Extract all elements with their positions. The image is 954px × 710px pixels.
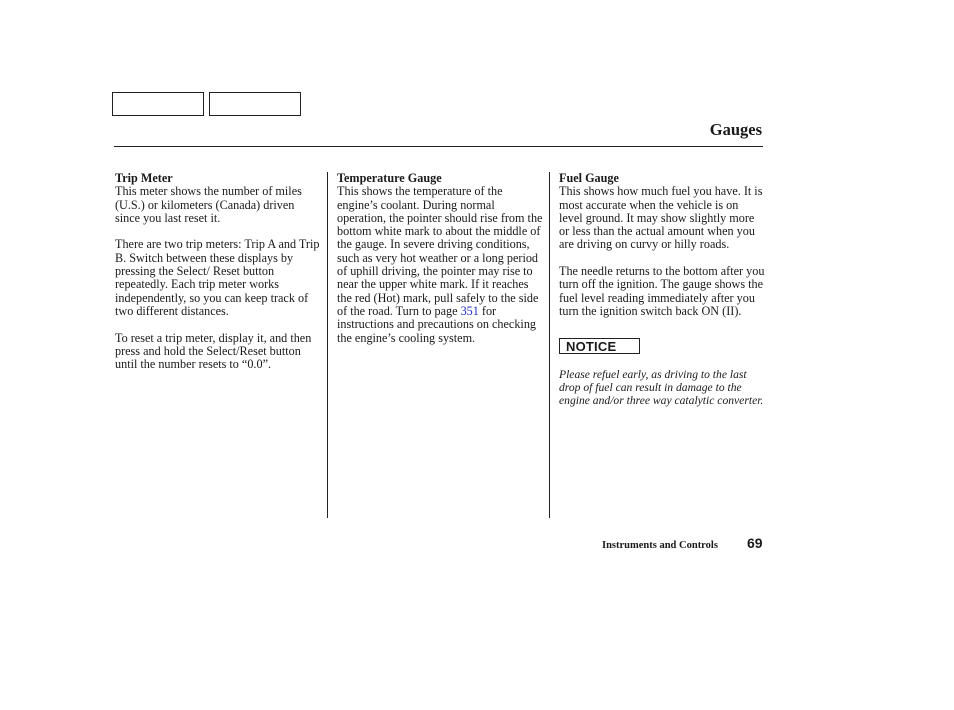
nav-button-1[interactable] [112, 92, 204, 116]
column-fuel-gauge [559, 172, 765, 408]
nav-button-2[interactable] [209, 92, 301, 116]
heading-fuel-gauge: Fuel Gauge [559, 171, 619, 185]
column-divider-2 [549, 172, 550, 518]
notice-text: Please refuel early, as driving to the last drop of fuel can result in damage to the engine and/or three way catalytic converter. [559, 367, 764, 408]
column-temperature-gauge [337, 172, 544, 358]
temperature-text-before-link: This shows the temperature of the engine’s coolant. During normal operation, the pointer should rise from the bottom white mark to about the middle of the gauge. In severe driving conditions, such as very hot weather or a long period of uphill driving, the pointer may rise to near the upper white mark. If it reaches the red (Hot) mark, pull safely to the side of the road. Turn to page [337, 184, 543, 318]
page-351-link[interactable]: 351 [460, 303, 479, 318]
footer-page-number: 69 [747, 535, 763, 551]
page-title: Gauges [709, 120, 762, 139]
trip-meter-paragraph-1: This meter shows the number of miles (U.S.) or kilometers (Canada) driven since you last reset it. [115, 184, 302, 225]
temperature-text-after-link: for instructions and precautions on checking the engine’s cooling system. [337, 303, 537, 345]
fuel-gauge-paragraph-1: This shows how much fuel you have. It is most accurate when the vehicle is on level ground. It may show slightly more or less than the actual amount when you are driving on curvy or hilly roads. [559, 184, 763, 252]
trip-meter-paragraph-3: To reset a trip meter, display it, and then press and hold the Select/Reset button until the number resets to “0.0”. [115, 330, 312, 372]
notice-label: NOTICE [559, 338, 640, 354]
column-trip-meter [115, 172, 322, 385]
heading-trip-meter: Trip Meter [115, 171, 173, 185]
footer-section-title: Instruments and Controls [602, 540, 718, 551]
temperature-gauge-paragraph [337, 185, 544, 345]
trip-meter-paragraph-2: There are two trip meters: Trip A and Trip B. Switch between these displays by pressing the Select/ Reset button repeatedly. Each trip meter works independently, so you can keep track of two different distances. [115, 237, 320, 318]
column-divider-1 [327, 172, 328, 518]
fuel-gauge-paragraph-2: The needle returns to the bottom after you turn off the ignition. The gauge shows the fuel level reading immediately after you turn the ignition switch back ON (II). [559, 264, 765, 318]
title-divider [114, 146, 763, 147]
heading-temperature-gauge: Temperature Gauge [337, 171, 442, 185]
